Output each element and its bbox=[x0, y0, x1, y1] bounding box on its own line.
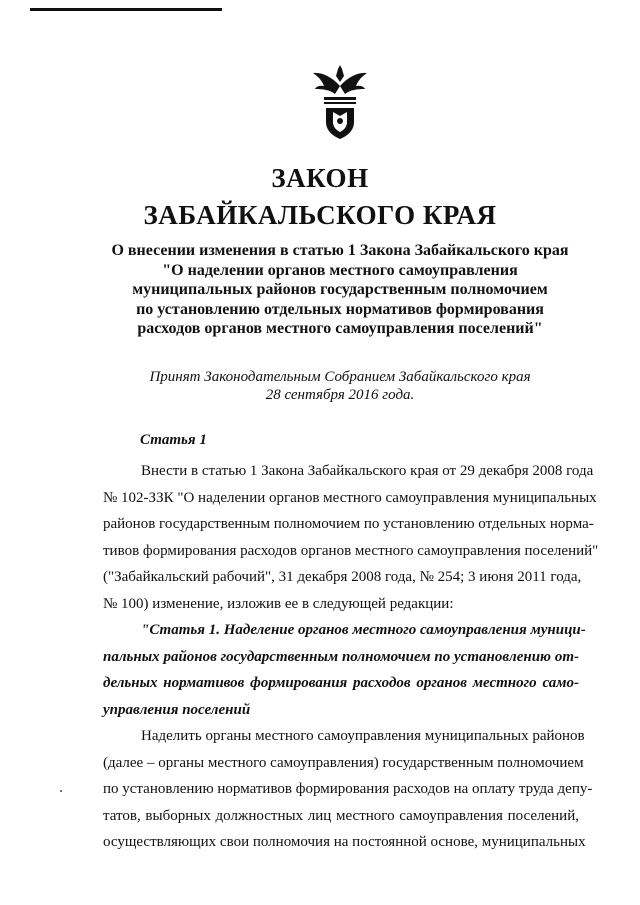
body-line: тивов формирования расходов органов местного самоуправления поселений" bbox=[103, 542, 599, 559]
body-line: по установлению нормативов формирования расходов на оплату труда депу- bbox=[103, 781, 593, 797]
body-line: Внести в статью 1 Закона Забайкальского края от 29 декабря 2008 года bbox=[141, 463, 594, 479]
margin-mark bbox=[60, 790, 62, 792]
law-title-region: ЗАБАЙКАЛЬСКОГО КРАЯ bbox=[143, 200, 497, 230]
amended-article-heading-line: "Статья 1. Наделение органов местного самоуправления муници- bbox=[141, 622, 586, 638]
adoption-note bbox=[60, 368, 620, 404]
adoption-date: 28 сентября 2016 года. bbox=[265, 387, 415, 403]
adoption-line: Принят Законодательным Собранием Забайкальского края bbox=[149, 369, 531, 385]
body-line: № 102-ЗЗК "О наделении органов местного самоуправления муниципальных bbox=[103, 489, 597, 506]
body-line: № 100) изменение, изложив ее в следующей редакции: bbox=[103, 595, 454, 612]
law-subtitle bbox=[60, 241, 620, 339]
article-heading: Статья 1 bbox=[140, 432, 207, 448]
body-line: ("Забайкальский рабочий", 31 декабря 2008 года, № 254; 3 июня 2011 года, bbox=[103, 569, 582, 585]
law-title: ЗАКОН bbox=[271, 163, 369, 193]
body-line: татов, выборных должностных лиц местного самоуправления поселений, bbox=[103, 807, 579, 824]
amended-article-heading-line: дельных нормативов формирования расходов органов местного само- bbox=[103, 675, 579, 691]
subtitle-line: муниципальных районов государственным полномочием bbox=[132, 281, 548, 298]
subtitle-line: расходов органов местного самоуправления поселений" bbox=[137, 320, 543, 337]
body-line: осуществляющих свои полномочия на постоянной основе, муниципальных bbox=[103, 834, 586, 850]
article-body bbox=[103, 458, 599, 856]
body-line: Наделить органы местного самоуправления муниципальных районов bbox=[141, 728, 585, 744]
subtitle-line: "О наделении органов местного самоуправления bbox=[162, 261, 518, 279]
subtitle-line: О внесении изменения в статью 1 Закона Забайкальского края bbox=[111, 242, 569, 259]
body-line: (далее – органы местного самоуправления) государственным полномочием bbox=[103, 754, 584, 771]
amended-article-heading-line: пальных районов государственным полномочием по установлению от- bbox=[103, 648, 579, 665]
coat-of-arms-icon bbox=[313, 60, 367, 140]
subtitle-line: по установлению отдельных нормативов формирования bbox=[136, 300, 544, 318]
amended-article-heading-line: управления поселений bbox=[103, 701, 251, 718]
body-line: районов государственным полномочием по установлению отдельных норма- bbox=[103, 516, 594, 532]
top-rule bbox=[30, 8, 222, 11]
